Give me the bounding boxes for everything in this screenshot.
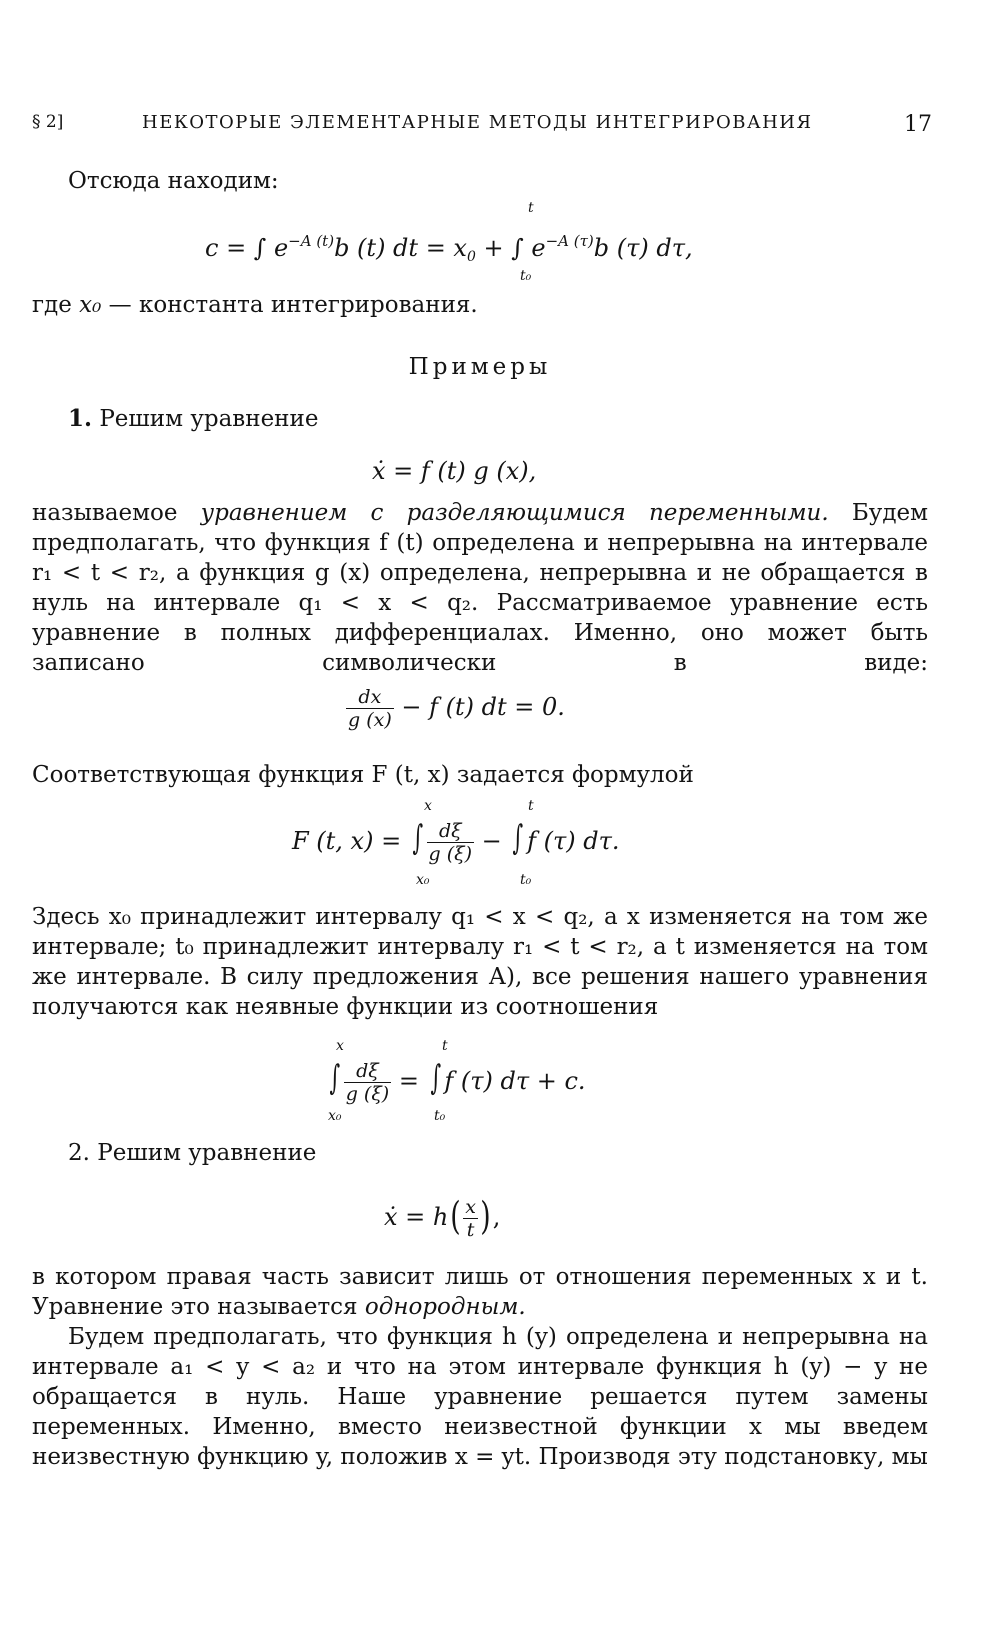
page-number: 17 (904, 112, 932, 137)
eq1-part-c: + ∫ e (475, 234, 546, 262)
eq3-limit-t: t (528, 798, 534, 814)
def-var: x₀ (79, 292, 102, 318)
eq3-limit-t0: t₀ (520, 872, 532, 888)
running-title: НЕКОТОРЫЕ ЭЛЕМЕНТАРНЫЕ МЕТОДЫ ИНТЕГРИРОВАНИЯ (142, 112, 813, 133)
ex2-p1-a: в котором правая часть зависит лишь от отношения переменных x и t. Уравнение это называется (32, 1264, 928, 1320)
total-differential-equation (346, 686, 565, 731)
example-2-number: 2. (68, 1140, 90, 1166)
eq4-limit-x0: x₀ (328, 1108, 342, 1124)
ex1-p1-term: уравнением с разделяющимися переменными. (200, 500, 829, 526)
eq4-integral-2: ∫ (430, 1058, 441, 1098)
examples-heading: Примеры (408, 354, 552, 380)
eq5-fraction (463, 1196, 478, 1241)
eq4-limit-x: x (336, 1038, 344, 1054)
example-2-title (68, 1138, 928, 1168)
ex1-p1-a: называемое (32, 500, 201, 526)
eq5-lhs: ẋ = h (384, 1203, 449, 1231)
separable-equation: ẋ = f (t) g (x), (372, 457, 537, 485)
eq5-paren-left: ( (450, 1194, 461, 1238)
eq4-tail: f (τ) dτ + c. (444, 1067, 586, 1095)
eq3-minus: − (474, 827, 510, 855)
eq3-num: dξ (427, 820, 475, 843)
eq3-fraction (427, 820, 475, 865)
eq3-limit-x: x (424, 798, 432, 814)
example-1-paragraph-3: Здесь x₀ принадлежит интервалу q₁ < x < q₂, а x изменяется на том же интервале; t₀ принадлежит интервалу r₁ < t < r₂, а t изменяется на том же интервале. В силу предложения А), все решения нашего уравнения получаются как неявные функции из соотношения (32, 904, 928, 1020)
eq4-fraction (344, 1060, 392, 1105)
eq3-tail: f (τ) dτ. (527, 827, 620, 855)
eq1-part-d: b (τ) dτ, (593, 234, 693, 262)
eq1-lower-limit: t₀ (520, 268, 532, 284)
eq2-rest: − f (t) dt = 0. (393, 693, 565, 721)
eq4-limit-t: t (442, 1038, 448, 1054)
eq5-paren-right: ) (480, 1194, 491, 1238)
example-1-paragraph-1 (32, 498, 928, 678)
constant-definition (32, 290, 928, 320)
eq4-eq: = (391, 1067, 427, 1095)
eq4-limit-t0: t₀ (434, 1108, 446, 1124)
example-2-title-text: Решим уравнение (89, 1140, 317, 1166)
intro-line (68, 166, 928, 196)
eq2-den: g (x) (348, 709, 392, 731)
eq1-exp-2: −A (τ) (545, 232, 594, 250)
eq3-integral-2: ∫ (512, 818, 524, 858)
example-1-number: 1. (68, 405, 93, 432)
eq1-x0-sub: 0 (466, 249, 476, 265)
eq1-exp-1: −A (t) (288, 232, 335, 250)
intro-text: Отсюда находим: (68, 168, 279, 194)
eq2-fraction (346, 686, 394, 731)
example-1-title (68, 404, 928, 434)
eq5-comma: , (492, 1203, 501, 1231)
eq3-lhs: F (t, x) = (292, 827, 409, 855)
implicit-solution-equation (326, 1060, 586, 1105)
eq4-den: g (ξ) (345, 1083, 390, 1105)
ex2-p1-term: однородным. (364, 1294, 526, 1320)
eq3-integral-1: ∫ (412, 818, 423, 858)
ex1-p1-b: Будем предполагать, что функция f (t) определена и непрерывна на интервале r₁ < t < r₂, а функция g (x) определена, непрерывна и не обращается в нуль на интервале q₁ < x < q₂. Рассматриваемое уравнение есть уравнение в полных дифференциалах. Именно, оно может быть записано символически в виде: (32, 500, 928, 676)
eq5-den: t (466, 1219, 475, 1241)
eq1-upper-limit: t (528, 200, 534, 216)
eq4-integral-1: ∫ (329, 1058, 341, 1098)
def-pre: где (32, 292, 80, 318)
function-F-formula (292, 820, 620, 865)
eq2-num: dx (346, 686, 394, 709)
example-2-paragraph-2: Будем предполагать, что функция h (y) определена и непрерывна на интервале a₁ < y < a₂ и что на этом интервале функция h (y) − y не обращается в нуль. Наше уравнение решается путем замены переменных. Именно, вместо неизвестной функции x мы введем неизвестную функцию y, положив x = yt. Производя эту подстановку, мы (32, 1324, 928, 1470)
equation-constant-c (205, 226, 693, 272)
example-2-paragraph-1 (32, 1262, 928, 1322)
running-header (32, 112, 932, 142)
eq3-limit-x0: x₀ (416, 872, 430, 888)
def-post: — константа интегрирования. (101, 292, 478, 318)
eq4-num: dξ (344, 1060, 392, 1083)
homogeneous-equation (384, 1196, 500, 1241)
example-1-title-text: Решим уравнение (92, 406, 319, 432)
example-1-paragraph-2: Соответствующая функция F (t, x) задается формулой (32, 762, 694, 788)
eq1-part-b: b (t) dt = x (334, 234, 467, 262)
section-marker: § 2] (32, 112, 64, 132)
eq3-den: g (ξ) (428, 843, 473, 865)
eq5-num: x (465, 1196, 476, 1218)
eq1-part-a: c = ∫ e (205, 234, 289, 262)
